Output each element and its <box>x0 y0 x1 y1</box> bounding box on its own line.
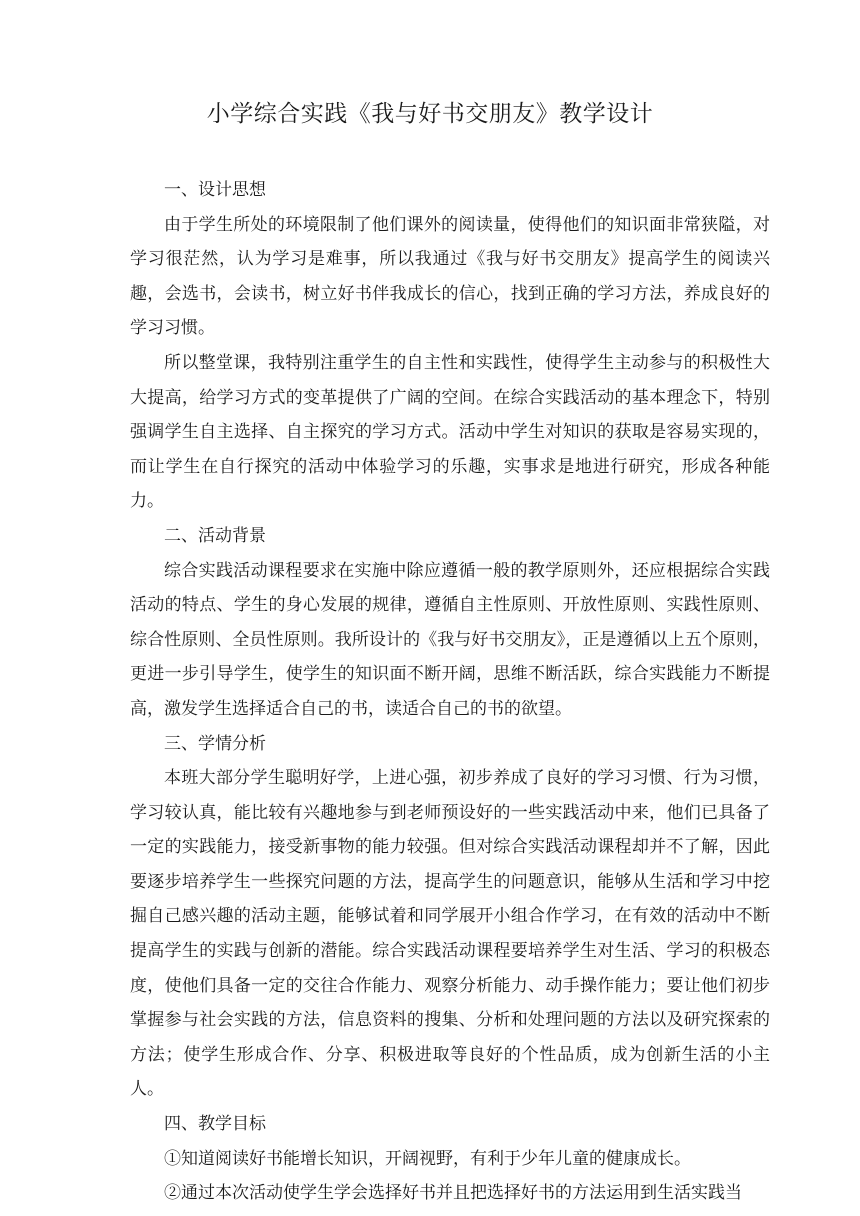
document-title: 小学综合实践《我与好书交朋友》教学设计 <box>206 101 654 127</box>
goal-item-2: ②通过本次活动使学生学会选择好书并且把选择好书的方法运用到生活实践当 <box>164 1183 742 1204</box>
background-paragraph-1: 综合实践活动课程要求在实施中除应遵循一般的教学原则外，还应根据综合实践活动的特点、学生的身心发展的规律，遵循自主性原则、开放性原则、实践性原则、综合性原则、全员性原则。我所设计的《我与好书交朋友》，正是遵循以上五个原则，更进一步引导学生，使学生的知识面不断开阔，思维不断活跃，综合实践能力不断提高，激发学生选择适合自己的书，读适合自己的书的欲望。 <box>130 560 770 719</box>
document-body <box>130 173 770 1211</box>
goal-item-1: ①知道阅读好书能增长知识，开阔视野，有利于少年儿童的健康成长。 <box>164 1148 691 1169</box>
design-paragraph-1: 由于学生所处的环境限制了他们课外的阅读量，使得他们的知识面非常狭隘，对学习很茫然，认为学习是难事，所以我通过《我与好书交朋友》提高学生的阅读兴趣，会选书，会读书，树立好书伴我成长的信心，找到正确的学习方法，养成良好的学习习惯。 <box>130 214 770 339</box>
section-heading-background: 二、活动背景 <box>164 525 266 546</box>
section-heading-goals: 四、教学目标 <box>164 1114 266 1135</box>
section-heading-design: 一、设计思想 <box>164 180 266 200</box>
design-paragraph-2: 所以整堂课，我特别注重学生的自主性和实践性，使得学生主动参与的积极性大大提高，给学习方式的变革提供了广阔的空间。在综合实践活动的基本理念下，特别强调学生自主选择、自主探究的学习方式。活动中学生对知识的获取是容易实现的，而让学生在自行探究的活动中体验学习的乐趣，实事求是地进行研究，形成各种能力。 <box>130 352 770 512</box>
analysis-paragraph-1: 本班大部分学生聪明好学，上进心强，初步养成了良好的学习习惯、行为习惯，学习较认真，能比较有兴趣地参与到老师预设好的一些实践活动中来，他们已具备了一定的实践能力，接受新事物的能力较强。但对综合实践活动课程却并不了解，因此要逐步培养学生一些探究问题的方法，提高学生的问题意识，能够从生活和学习中挖掘自己感兴趣的活动主题，能够试着和同学展开小组合作学习，在有效的活动中不断提高学生的实践与创新的潜能。综合实践活动课程要培养学生对生活、学习的积极态度，使他们具备一定的交往合作能力、观察分析能力、动手操作能力；要让他们初步掌握参与社会实践的方法，信息资料的搜集、分析和处理问题的方法以及研究探索的方法；使学生形成合作、分享、积极进取等良好的个性品质，成为创新生活的小主人。 <box>130 768 770 1100</box>
section-heading-analysis: 三、学情分析 <box>164 733 266 754</box>
